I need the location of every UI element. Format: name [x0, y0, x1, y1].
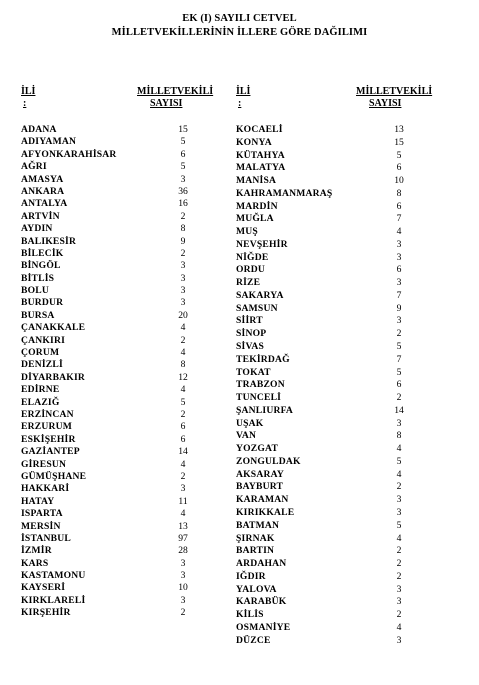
province-row [236, 213, 456, 226]
province-name: ADANA [21, 124, 57, 135]
deputy-count: 6 [396, 379, 402, 391]
province-row [236, 226, 456, 239]
province-row [236, 430, 456, 443]
deputy-count: 6 [396, 264, 402, 276]
province-name: AĞRI [21, 161, 47, 173]
province-name: AYDIN [21, 223, 53, 235]
province-row [236, 175, 456, 188]
province-name: GİRESUN [21, 458, 67, 470]
deputy-count: 3 [180, 594, 186, 606]
deputy-count: 3 [396, 634, 402, 646]
deputy-count: 8 [180, 223, 186, 235]
province-name: SİNOP [236, 328, 267, 340]
deputy-count: 5 [180, 161, 186, 173]
deputy-count: 3 [396, 315, 402, 327]
deputy-count: 7 [396, 289, 402, 301]
province-name: MUŞ [236, 226, 258, 238]
province-row [236, 481, 456, 494]
province-row [236, 469, 456, 482]
deputy-count: 4 [180, 322, 186, 334]
province-row [236, 635, 456, 648]
province-name: ANKARA [21, 185, 65, 197]
province-name: TUNCELİ [236, 392, 282, 404]
province-row [21, 174, 221, 186]
province-row [21, 236, 221, 248]
province-name: ISPARTA [21, 508, 63, 520]
province-row [21, 446, 221, 458]
province-row [236, 456, 456, 469]
province-name: ADIYAMAN [21, 136, 77, 148]
province-name: HATAY [21, 495, 55, 507]
province-name: UŞAK [236, 417, 264, 429]
deputy-count: 3 [396, 417, 402, 429]
deputy-count: 3 [180, 173, 186, 185]
deputy-count: 2 [396, 392, 402, 404]
province-row [21, 136, 221, 148]
deputy-count: 4 [396, 443, 402, 455]
province-name: TRABZON [236, 379, 285, 391]
province-row [21, 434, 221, 446]
deputy-count: 6 [180, 421, 186, 433]
deputy-count: 3 [180, 297, 186, 309]
deputy-count: 8 [396, 187, 402, 199]
deputy-count: 97 [178, 532, 188, 544]
deputy-count: 2 [396, 481, 402, 493]
deputy-count: 3 [396, 494, 402, 506]
deputy-count: 10 [178, 582, 188, 594]
right-province-list [236, 124, 456, 647]
deputy-count: 6 [180, 433, 186, 445]
province-name: DENİZLİ [21, 359, 63, 371]
province-name: DÜZCE [236, 634, 271, 646]
province-row [21, 582, 221, 594]
province-row [236, 328, 456, 341]
province-name: MERSİN [21, 520, 61, 532]
province-row [236, 162, 456, 175]
province-name: GÜMÜŞHANE [21, 470, 87, 482]
left-header-il: İLİ [21, 86, 36, 97]
province-name: MARDİN [236, 200, 278, 212]
province-row [236, 558, 456, 571]
province-row [21, 248, 221, 260]
province-name: KIRIKKALE [236, 506, 295, 518]
province-name: IĞDIR [236, 570, 266, 582]
province-name: KIRKLARELİ [21, 594, 86, 606]
left-header-sayisi: SAYISI [150, 98, 183, 109]
deputy-count: 12 [178, 371, 188, 383]
province-name: MANİSA [236, 175, 277, 187]
province-row [236, 341, 456, 354]
province-name: MALATYA [236, 162, 286, 174]
deputy-count: 13 [178, 520, 188, 532]
left-header-colon: : [23, 98, 27, 109]
deputy-count: 3 [396, 506, 402, 518]
province-row [236, 443, 456, 456]
deputy-count: 15 [178, 124, 188, 135]
province-row [21, 322, 221, 334]
province-name: ARDAHAN [236, 558, 287, 570]
province-row [236, 277, 456, 290]
deputy-count: 3 [180, 557, 186, 569]
province-name: ÇANAKKALE [21, 322, 86, 334]
province-name: KAHRAMANMARAŞ [236, 187, 333, 199]
province-row [236, 150, 456, 163]
province-name: SİİRT [236, 315, 263, 327]
deputy-count: 15 [394, 136, 404, 148]
province-row [21, 570, 221, 582]
province-row [236, 584, 456, 597]
province-name: EDİRNE [21, 384, 60, 396]
province-row [236, 392, 456, 405]
deputy-count: 3 [396, 238, 402, 250]
province-name: ERZURUM [21, 421, 72, 433]
province-name: BARTIN [236, 545, 275, 557]
province-name: BİTLİS [21, 272, 55, 284]
province-row [236, 252, 456, 265]
province-name: ESKİŞEHİR [21, 433, 76, 445]
province-row [236, 354, 456, 367]
deputy-count: 3 [180, 483, 186, 495]
deputy-count: 16 [178, 198, 188, 210]
province-name: BİLECİK [21, 247, 64, 259]
province-row [21, 471, 221, 483]
province-row [236, 533, 456, 546]
province-name: KIRŞEHİR [21, 607, 71, 619]
province-name: KARABÜK [236, 596, 287, 608]
deputy-count: 5 [396, 341, 402, 353]
province-name: GAZİANTEP [21, 446, 80, 458]
province-row [21, 372, 221, 384]
province-row [236, 596, 456, 609]
province-row [21, 359, 221, 371]
province-name: KAYSERİ [21, 582, 66, 594]
province-name: NEVŞEHİR [236, 238, 288, 250]
deputy-count: 5 [396, 366, 402, 378]
province-row [21, 607, 221, 619]
province-row [21, 459, 221, 471]
province-row [236, 290, 456, 303]
province-name: KARS [21, 557, 49, 569]
province-row [21, 260, 221, 272]
deputy-count: 5 [180, 136, 186, 148]
province-name: VAN [236, 430, 257, 442]
province-name: ERZİNCAN [21, 408, 74, 420]
deputy-count: 3 [396, 251, 402, 263]
province-row [21, 211, 221, 223]
province-name: RİZE [236, 277, 261, 289]
right-header-il: İLİ [236, 86, 251, 97]
province-row [21, 595, 221, 607]
province-row [236, 622, 456, 635]
deputy-count: 11 [178, 495, 188, 507]
deputy-count: 3 [396, 596, 402, 608]
deputy-count: 3 [180, 272, 186, 284]
deputy-count: 2 [396, 545, 402, 557]
deputy-count: 5 [396, 149, 402, 161]
deputy-count: 8 [396, 430, 402, 442]
province-row [236, 507, 456, 520]
province-name: ORDU [236, 264, 266, 276]
province-name: BOLU [21, 285, 49, 297]
document-subtitle: MİLLETVEKİLLERİNİN İLLERE GÖRE DAĞILIMI [111, 27, 368, 38]
province-name: KARAMAN [236, 494, 289, 506]
deputy-count: 9 [180, 235, 186, 247]
province-name: MUĞLA [236, 213, 274, 225]
province-row [21, 496, 221, 508]
province-name: TEKİRDAĞ [236, 353, 290, 365]
province-row [21, 533, 221, 545]
deputy-count: 14 [178, 446, 188, 458]
deputy-count: 2 [180, 470, 186, 482]
province-row [21, 545, 221, 557]
deputy-count: 7 [396, 353, 402, 365]
province-row [21, 508, 221, 520]
deputy-count: 3 [396, 583, 402, 595]
province-row [21, 285, 221, 297]
province-row [236, 379, 456, 392]
province-row [21, 384, 221, 396]
province-name: DİYARBAKIR [21, 371, 86, 383]
province-row [236, 609, 456, 622]
deputy-count: 5 [180, 396, 186, 408]
deputy-count: 4 [396, 532, 402, 544]
province-row [21, 198, 221, 210]
province-name: BALIKESİR [21, 235, 77, 247]
deputy-count: 4 [180, 384, 186, 396]
deputy-count: 2 [180, 210, 186, 222]
deputy-count: 2 [396, 328, 402, 340]
province-name: KASTAMONU [21, 570, 86, 582]
province-name: AFYONKARAHİSAR [21, 148, 117, 160]
province-name: KONYA [236, 136, 272, 148]
province-name: ŞIRNAK [236, 532, 275, 544]
province-name: OSMANİYE [236, 621, 291, 633]
province-row [236, 188, 456, 201]
province-row [21, 149, 221, 161]
province-row [21, 409, 221, 421]
deputy-count: 6 [396, 200, 402, 212]
province-row [21, 161, 221, 173]
province-row [21, 397, 221, 409]
province-row [21, 421, 221, 433]
province-name: ZONGULDAK [236, 455, 301, 467]
deputy-count: 10 [394, 175, 404, 187]
province-name: ARTVİN [21, 210, 60, 222]
deputy-count: 13 [394, 124, 404, 135]
province-name: İSTANBUL [21, 532, 71, 544]
deputy-count: 4 [396, 226, 402, 238]
province-name: YOZGAT [236, 443, 279, 455]
province-name: ŞANLIURFA [236, 404, 294, 416]
province-name: AMASYA [21, 173, 64, 185]
deputy-count: 7 [396, 213, 402, 225]
province-row [236, 494, 456, 507]
province-row [21, 223, 221, 235]
province-name: BAYBURT [236, 481, 284, 493]
deputy-count: 3 [180, 285, 186, 297]
province-row [236, 239, 456, 252]
province-name: ÇORUM [21, 347, 60, 359]
province-name: SAMSUN [236, 302, 278, 314]
left-province-list [21, 124, 221, 620]
document-title: EK (I) SAYILI CETVEL [182, 13, 297, 24]
province-row [21, 335, 221, 347]
deputy-count: 4 [396, 621, 402, 633]
deputy-count: 6 [180, 148, 186, 160]
deputy-count: 5 [396, 455, 402, 467]
province-row [236, 264, 456, 277]
province-row [236, 137, 456, 150]
province-name: BATMAN [236, 519, 280, 531]
province-row [21, 273, 221, 285]
province-row [236, 545, 456, 558]
province-row [236, 405, 456, 418]
province-row [21, 124, 221, 136]
province-row [236, 520, 456, 533]
deputy-count: 3 [180, 570, 186, 582]
province-row [21, 558, 221, 570]
right-header-colon: : [238, 98, 242, 109]
province-name: SAKARYA [236, 289, 284, 301]
province-row [236, 315, 456, 328]
province-row [21, 310, 221, 322]
deputy-count: 4 [180, 508, 186, 520]
province-row [236, 303, 456, 316]
province-row [21, 297, 221, 309]
province-name: BURDUR [21, 297, 64, 309]
deputy-count: 2 [180, 408, 186, 420]
province-name: İZMİR [21, 545, 52, 557]
deputy-count: 3 [180, 260, 186, 272]
deputy-count: 8 [180, 359, 186, 371]
province-row [21, 483, 221, 495]
province-row [236, 124, 456, 137]
province-name: SİVAS [236, 341, 265, 353]
province-row [236, 418, 456, 431]
deputy-count: 9 [396, 302, 402, 314]
province-name: YALOVA [236, 583, 277, 595]
deputy-count: 20 [178, 309, 188, 321]
deputy-count: 2 [396, 609, 402, 621]
deputy-count: 2 [180, 334, 186, 346]
deputy-count: 28 [178, 545, 188, 557]
province-row [236, 571, 456, 584]
province-name: KOCAELİ [236, 124, 283, 135]
province-name: TOKAT [236, 366, 271, 378]
deputy-count: 4 [396, 468, 402, 480]
deputy-count: 6 [396, 162, 402, 174]
province-name: BİNGÖL [21, 260, 61, 272]
province-row [236, 367, 456, 380]
right-header-milletvekili: MİLLETVEKİLİ [356, 86, 433, 97]
province-row [21, 186, 221, 198]
province-name: AKSARAY [236, 468, 284, 480]
deputy-count: 36 [178, 185, 188, 197]
province-name: KİLİS [236, 609, 264, 621]
province-name: NİĞDE [236, 251, 269, 263]
deputy-count: 5 [396, 519, 402, 531]
deputy-count: 2 [396, 570, 402, 582]
province-name: KÜTAHYA [236, 149, 285, 161]
deputy-count: 4 [180, 458, 186, 470]
left-header-milletvekili: MİLLETVEKİLİ [137, 86, 214, 97]
province-row [21, 521, 221, 533]
right-header-sayisi: SAYISI [369, 98, 402, 109]
deputy-count: 4 [180, 347, 186, 359]
province-row [236, 201, 456, 214]
province-row [21, 347, 221, 359]
province-name: BURSA [21, 309, 55, 321]
province-name: ÇANKIRI [21, 334, 66, 346]
province-name: ANTALYA [21, 198, 68, 210]
deputy-count: 14 [394, 404, 404, 416]
province-name: HAKKARİ [21, 483, 70, 495]
deputy-count: 2 [396, 558, 402, 570]
deputy-count: 3 [396, 277, 402, 289]
deputy-count: 2 [180, 607, 186, 619]
province-name: ELAZIĞ [21, 396, 60, 408]
deputy-count: 2 [180, 247, 186, 259]
